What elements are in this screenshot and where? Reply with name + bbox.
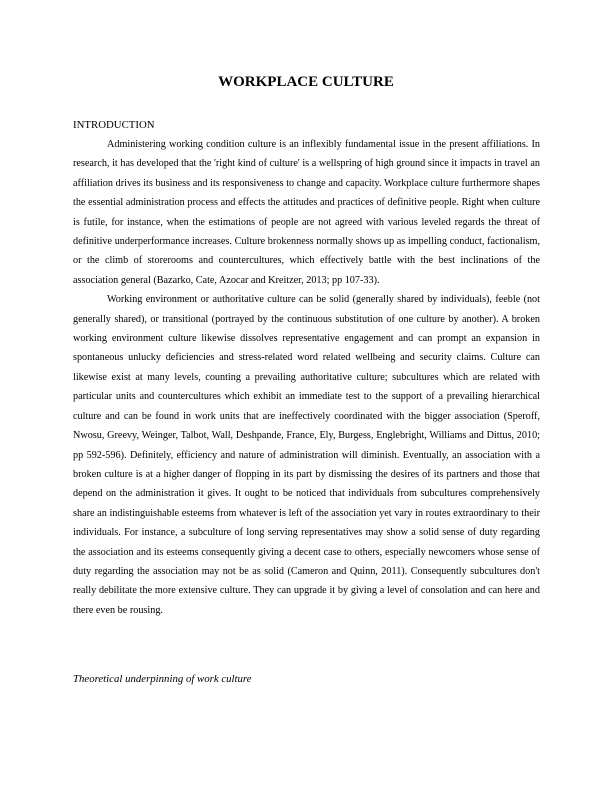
document-title: WORKPLACE CULTURE	[218, 74, 394, 90]
section-heading-introduction: INTRODUCTION	[73, 119, 155, 131]
paragraph-1: Administering working condition culture is an inflexibly fundamental issue in the present affiliations. In research, it has developed that the 'right kind of culture' is a wellspring of high ground since it impacts in travel an affiliation drives its business and its responsiveness to change and capacity. Workplace culture furthermore shapes the essential administration process and effects the attitudes and practices of definitive people. Right when culture is futile, for instance, when the estimations of people are not agreed with various leveled regards the threat of definitive underperformance increases. Culture brokenness normally shows up as impelling conduct, factionalism, or the climb of storerooms and countercultures, which effectively battle with the best inclinations of the association general (Bazarko, Cate, Azocar and Kreitzer, 2013; pp 107-33).	[73, 139, 540, 286]
subheading-theoretical-underpinning: Theoretical underpinning of work culture	[73, 673, 252, 685]
paragraph-2: Working environment or authoritative culture can be solid (generally shared by individuals), feeble (not generally shared), or transitional (portrayed by the continuous substitution of one culture by another). A broken working environment culture likewise dissolves representative engagement and can prompt an expansion in spontaneous unlucky deficiencies and stress-related word related wellbeing and security claims. Culture can likewise exist at many levels, counting a prevailing authoritative culture; subcultures which are related with particular units and countercultures which exhibit an immediate test to the support of a prevailing hierarchical culture and can be found in work units that are ineffectively coordinated with the bigger association (Speroff, Nwosu, Greevy, Weinger, Talbot, Wall, Deshpande, France, Ely, Burgess, Englebright, Williams and Dittus, 2010; pp 592-596). Definitely, efficiency and nature of administration will diminish. Eventually, an association with a broken culture is at a higher danger of flopping in its part by dismissing the desires of its partners and those that depend on the administration it gives. It ought to be noticed that individuals from subcultures comprehensively share an indistinguishable esteems from whatever is left of the association yet vary in routes extraordinary to their individuals. For instance, a subculture of long serving representatives may show a solid sense of duty regarding the association and its esteems consequently giving a decent case to others, especially newcomers whose sense of duty regarding the association may not be as solid (Cameron and Quinn, 2011). Consequently subcultures don't really debilitate the more extensive culture. They can upgrade it by giving a level of consolation and can here and there even be rousing.	[73, 294, 540, 616]
body-text	[73, 135, 540, 620]
